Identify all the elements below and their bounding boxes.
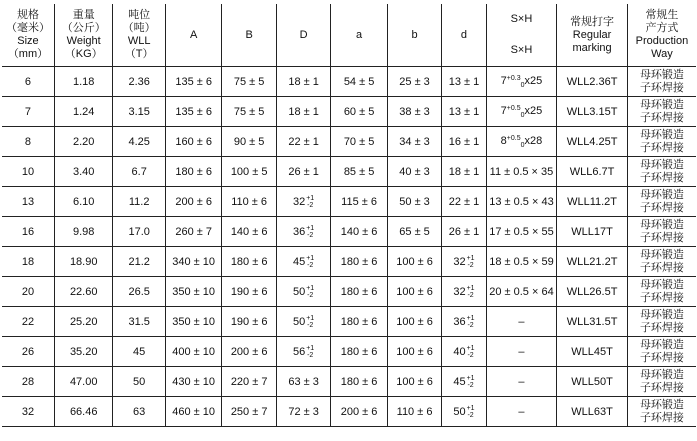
cell-B: 90 ± 5: [222, 127, 276, 157]
cell-d: 18 ± 1: [442, 157, 486, 187]
cell-d: 13 ± 1: [442, 97, 486, 127]
spec-table: [2, 4, 696, 427]
cell-weight: 1.24: [54, 97, 113, 127]
cell-A: 200 ± 6: [165, 187, 221, 217]
cell-A: 135 ± 6: [165, 67, 221, 97]
cell-a: 85 ± 5: [331, 157, 387, 187]
cell-A: 350 ± 10: [165, 277, 221, 307]
cell-B: 75 ± 5: [222, 67, 276, 97]
col-header-A: A: [165, 4, 221, 67]
cell-b: 100 ± 6: [387, 247, 441, 277]
cell-marking: WLL4.25T: [557, 127, 628, 157]
cell-production-way: 母环锻造 子环焊接: [627, 127, 696, 157]
cell-weight: 47.00: [54, 367, 113, 397]
cell-size: 18: [2, 247, 54, 277]
cell-a: 180 ± 6: [331, 307, 387, 337]
cell-B: 190 ± 6: [222, 277, 276, 307]
cell-B: 140 ± 6: [222, 217, 276, 247]
cell-A: 430 ± 10: [165, 367, 221, 397]
cell-d: 45 +1 -2: [442, 367, 486, 397]
cell-sxh: 18 ± 0.5 × 59: [486, 247, 557, 277]
table-row: [2, 337, 696, 367]
cell-D: 45 +1 -2: [276, 247, 330, 277]
cell-wll: 45: [113, 337, 165, 367]
cell-wll: 26.5: [113, 277, 165, 307]
cell-sxh: –: [486, 397, 557, 427]
cell-D: 32 +1 -2: [276, 187, 330, 217]
table-row: [2, 367, 696, 397]
cell-size: 22: [2, 307, 54, 337]
cell-marking: WLL21.2T: [557, 247, 628, 277]
cell-b: 100 ± 6: [387, 337, 441, 367]
cell-b: 25 ± 3: [387, 67, 441, 97]
cell-B: 190 ± 6: [222, 307, 276, 337]
cell-A: 350 ± 10: [165, 307, 221, 337]
cell-size: 20: [2, 277, 54, 307]
cell-size: 16: [2, 217, 54, 247]
col-header-a-small: a: [331, 4, 387, 67]
cell-production-way: 母环锻造 子环焊接: [627, 67, 696, 97]
col-header-wll: 吨位 （吨） WLL （T）: [113, 4, 165, 67]
cell-A: 180 ± 6: [165, 157, 221, 187]
cell-b: 50 ± 3: [387, 187, 441, 217]
cell-marking: WLL45T: [557, 337, 628, 367]
table-row: [2, 247, 696, 277]
cell-sxh: –: [486, 367, 557, 397]
cell-d: 40 +1 -2: [442, 337, 486, 367]
col-header-b-small: b: [387, 4, 441, 67]
cell-sxh: $7^{+0.5}_0x25$: [486, 97, 557, 127]
cell-d: 16 ± 1: [442, 127, 486, 157]
cell-marking: WLL6.7T: [557, 157, 628, 187]
cell-B: 200 ± 6: [222, 337, 276, 367]
cell-b: 40 ± 3: [387, 157, 441, 187]
cell-b: 38 ± 3: [387, 97, 441, 127]
cell-production-way: 母环锻造 子环焊接: [627, 307, 696, 337]
cell-B: 220 ± 7: [222, 367, 276, 397]
cell-D: 72 ± 3: [276, 397, 330, 427]
cell-A: 400 ± 10: [165, 337, 221, 367]
cell-production-way: 母环锻造 子环焊接: [627, 217, 696, 247]
cell-size: 26: [2, 337, 54, 367]
cell-size: 7: [2, 97, 54, 127]
cell-a: 70 ± 5: [331, 127, 387, 157]
cell-production-way: 母环锻造 子环焊接: [627, 337, 696, 367]
cell-size: 32: [2, 397, 54, 427]
cell-A: 160 ± 6: [165, 127, 221, 157]
cell-a: 180 ± 6: [331, 247, 387, 277]
cell-weight: 9.98: [54, 217, 113, 247]
cell-D: 50 +1 -2: [276, 307, 330, 337]
table-row: [2, 397, 696, 427]
cell-D: 63 ± 3: [276, 367, 330, 397]
table-row: [2, 277, 696, 307]
table-row: [2, 127, 696, 157]
cell-weight: 66.46: [54, 397, 113, 427]
cell-sxh: $8^{+0.5}_0x28$: [486, 127, 557, 157]
cell-d: 50 +1 -2: [442, 397, 486, 427]
col-header-way: 常规生 产方式 Production Way: [627, 4, 696, 67]
cell-D: 36 +1 -2: [276, 217, 330, 247]
cell-D: 26 ± 1: [276, 157, 330, 187]
cell-b: 100 ± 6: [387, 277, 441, 307]
cell-B: 180 ± 6: [222, 247, 276, 277]
cell-b: 100 ± 6: [387, 367, 441, 397]
cell-weight: 1.18: [54, 67, 113, 97]
cell-a: 180 ± 6: [331, 367, 387, 397]
col-header-weight: 重量 （公斤） Weight （KG）: [54, 4, 113, 67]
cell-weight: 22.60: [54, 277, 113, 307]
cell-sxh: –: [486, 307, 557, 337]
cell-production-way: 母环锻造 子环焊接: [627, 277, 696, 307]
cell-a: 60 ± 5: [331, 97, 387, 127]
cell-a: 140 ± 6: [331, 217, 387, 247]
cell-d: 36 +1 -2: [442, 307, 486, 337]
cell-wll: 11.2: [113, 187, 165, 217]
cell-production-way: 母环锻造 子环焊接: [627, 397, 696, 427]
cell-B: 100 ± 5: [222, 157, 276, 187]
cell-marking: WLL50T: [557, 367, 628, 397]
cell-weight: 35.20: [54, 337, 113, 367]
cell-size: 28: [2, 367, 54, 397]
cell-sxh: –: [486, 337, 557, 367]
cell-b: 110 ± 6: [387, 397, 441, 427]
cell-d: 32 +1 -2: [442, 247, 486, 277]
cell-B: 110 ± 6: [222, 187, 276, 217]
cell-production-way: 母环锻造 子环焊接: [627, 247, 696, 277]
cell-wll: 17.0: [113, 217, 165, 247]
table-row: [2, 67, 696, 97]
cell-A: 260 ± 7: [165, 217, 221, 247]
cell-D: 18 ± 1: [276, 97, 330, 127]
table-header-row: [2, 4, 696, 67]
cell-marking: WLL26.5T: [557, 277, 628, 307]
cell-B: 250 ± 7: [222, 397, 276, 427]
cell-weight: 25.20: [54, 307, 113, 337]
cell-A: 460 ± 10: [165, 397, 221, 427]
cell-sxh: 11 ± 0.5 × 35: [486, 157, 557, 187]
cell-weight: 3.40: [54, 157, 113, 187]
col-header-d-small: d: [442, 4, 486, 67]
cell-a: 180 ± 6: [331, 337, 387, 367]
cell-A: 135 ± 6: [165, 97, 221, 127]
cell-a: 54 ± 5: [331, 67, 387, 97]
cell-marking: WLL31.5T: [557, 307, 628, 337]
table-row: [2, 217, 696, 247]
cell-wll: 2.36: [113, 67, 165, 97]
table-row: [2, 307, 696, 337]
cell-D: 22 ± 1: [276, 127, 330, 157]
col-header-sxh: S×H S×H: [486, 4, 557, 67]
cell-a: 180 ± 6: [331, 277, 387, 307]
cell-D: 50 +1 -2: [276, 277, 330, 307]
cell-d: 22 ± 1: [442, 187, 486, 217]
col-header-D: D: [276, 4, 330, 67]
table-row: [2, 157, 696, 187]
cell-marking: WLL63T: [557, 397, 628, 427]
cell-wll: 3.15: [113, 97, 165, 127]
cell-marking: WLL17T: [557, 217, 628, 247]
cell-marking: WLL11.2T: [557, 187, 628, 217]
cell-wll: 50: [113, 367, 165, 397]
cell-weight: 2.20: [54, 127, 113, 157]
cell-production-way: 母环锻造 子环焊接: [627, 367, 696, 397]
cell-D: 18 ± 1: [276, 67, 330, 97]
cell-wll: 63: [113, 397, 165, 427]
cell-size: 8: [2, 127, 54, 157]
cell-d: 13 ± 1: [442, 67, 486, 97]
cell-B: 75 ± 5: [222, 97, 276, 127]
cell-production-way: 母环锻造 子环焊接: [627, 97, 696, 127]
table-row: [2, 187, 696, 217]
cell-a: 115 ± 6: [331, 187, 387, 217]
cell-sxh: $7^{+0.3}_0x25$: [486, 67, 557, 97]
cell-b: 100 ± 6: [387, 307, 441, 337]
cell-sxh: 20 ± 0.5 × 64: [486, 277, 557, 307]
cell-sxh: 17 ± 0.5 × 55: [486, 217, 557, 247]
cell-wll: 4.25: [113, 127, 165, 157]
cell-production-way: 母环锻造 子环焊接: [627, 187, 696, 217]
col-header-B: B: [222, 4, 276, 67]
cell-marking: WLL3.15T: [557, 97, 628, 127]
cell-sxh: 13 ± 0.5 × 43: [486, 187, 557, 217]
cell-size: 10: [2, 157, 54, 187]
cell-weight: 6.10: [54, 187, 113, 217]
cell-b: 65 ± 5: [387, 217, 441, 247]
cell-marking: WLL2.36T: [557, 67, 628, 97]
cell-weight: 18.90: [54, 247, 113, 277]
table-body: [2, 67, 696, 427]
cell-d: 26 ± 1: [442, 217, 486, 247]
col-header-size: 规格 （毫米） Size （mm）: [2, 4, 54, 67]
cell-wll: 21.2: [113, 247, 165, 277]
col-header-marking: 常规打字 Regular marking: [557, 4, 628, 67]
cell-size: 13: [2, 187, 54, 217]
cell-A: 340 ± 10: [165, 247, 221, 277]
table-row: [2, 97, 696, 127]
cell-production-way: 母环锻造 子环焊接: [627, 157, 696, 187]
cell-a: 200 ± 6: [331, 397, 387, 427]
cell-d: 32 +1 -2: [442, 277, 486, 307]
cell-wll: 6.7: [113, 157, 165, 187]
cell-size: 6: [2, 67, 54, 97]
cell-D: 56 +1 -2: [276, 337, 330, 367]
cell-wll: 31.5: [113, 307, 165, 337]
cell-b: 34 ± 3: [387, 127, 441, 157]
